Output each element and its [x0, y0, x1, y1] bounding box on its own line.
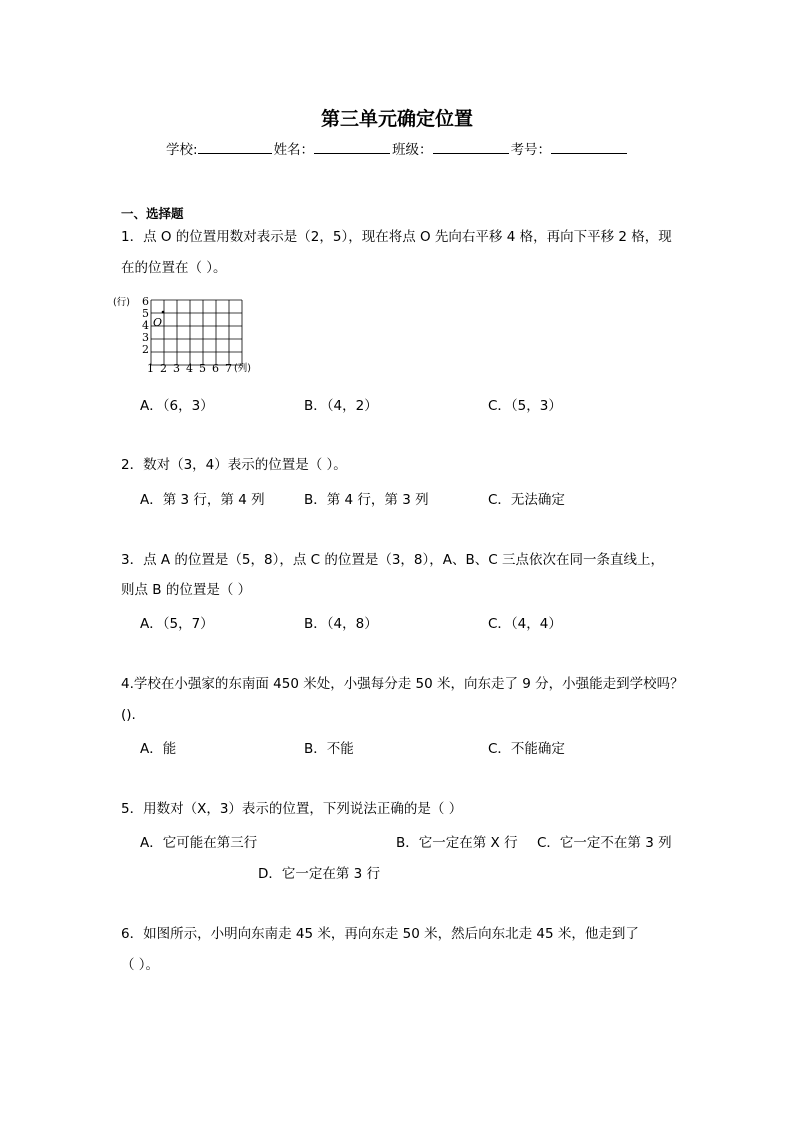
question-6-line-2: （ ）。 — [121, 957, 160, 973]
col-label-7: 7 — [225, 362, 232, 375]
col-label-3: 3 — [173, 362, 180, 375]
q1-option-b[interactable]: B．（4，2） — [304, 398, 378, 414]
q5-option-b[interactable]: B．它一定在第 X 行 — [396, 835, 518, 851]
name-label: 姓名： — [273, 142, 315, 158]
q5-option-a[interactable]: A．它可能在第三行 — [140, 835, 258, 851]
question-4-line-2: (). — [121, 707, 136, 723]
q3-option-b[interactable]: B．（4，8） — [304, 616, 378, 632]
section-title: 一、选择题 — [121, 206, 184, 221]
row-label-6: 6 — [142, 295, 149, 308]
col-axis-label: (列) — [234, 363, 251, 374]
col-label-5: 5 — [199, 362, 206, 375]
row-label-5: 5 — [142, 307, 149, 320]
col-label-2: 2 — [160, 362, 167, 375]
question-1-line-1: 1．点 O 的位置用数对表示是（2，5），现在将点 O 先向右平移 4 格，再向下平移 2 格，现 — [121, 229, 672, 245]
coordinate-grid-figure — [113, 294, 263, 378]
question-4-line-1: 4.学校在小强家的东南面 450 米处，小强每分走 50 米，向东走了 9 分，小强能走到学校吗？ — [121, 676, 684, 692]
point-o-dot — [162, 311, 165, 314]
class-blank[interactable] — [433, 139, 509, 154]
q1-option-a[interactable]: A．（6，3） — [140, 398, 214, 414]
exam-no-blank[interactable] — [551, 139, 627, 154]
student-info-line — [166, 138, 629, 158]
exam-no-label: 考号： — [510, 142, 552, 158]
row-label-4: 4 — [142, 319, 149, 332]
row-axis-label: (行) — [113, 297, 130, 308]
question-3-line-1: 3．点 A 的位置是（5，8），点 C 的位置是（3，8），A、B、C 三点依次在同一条直线上， — [121, 552, 664, 568]
school-label: 学校: — [166, 142, 198, 158]
question-3-line-2: 则点 B 的位置是（ ） — [121, 582, 252, 598]
question-6-line-1: 6．如图所示，小明向东南走 45 米，再向东走 50 米，然后向东北走 45 米，他走到了 — [121, 926, 639, 942]
q4-option-b[interactable]: B．不能 — [304, 741, 354, 757]
question-1-line-2: 在的位置在（ ）。 — [121, 260, 227, 276]
q4-option-a[interactable]: A．能 — [140, 741, 177, 757]
row-label-3: 3 — [142, 331, 149, 344]
q5-option-c[interactable]: C．它一定不在第 3 列 — [537, 835, 672, 851]
school-blank[interactable] — [198, 139, 272, 154]
q2-option-a[interactable]: A．第 3 行，第 4 列 — [140, 492, 265, 508]
q2-option-c[interactable]: C．无法确定 — [488, 492, 565, 508]
q3-option-c[interactable]: C．（4，4） — [488, 616, 562, 632]
q4-option-c[interactable]: C．不能确定 — [488, 741, 565, 757]
page-title: 第三单元确定位置 — [320, 108, 473, 130]
col-label-1: 1 — [147, 362, 154, 375]
q1-option-c[interactable]: C．（5，3） — [488, 398, 562, 414]
q3-option-a[interactable]: A．（5，7） — [140, 616, 214, 632]
grid-svg — [113, 294, 263, 378]
class-label: 班级： — [392, 142, 433, 158]
row-label-2: 2 — [142, 343, 149, 356]
col-label-6: 6 — [212, 362, 219, 375]
col-label-4: 4 — [186, 362, 193, 375]
q2-option-b[interactable]: B．第 4 行，第 3 列 — [304, 492, 429, 508]
q5-option-d[interactable]: D．它一定在第 3 行 — [258, 866, 381, 882]
question-2-line-1: 2．数对（3，4）表示的位置是（ ）。 — [121, 457, 347, 473]
name-blank[interactable] — [314, 139, 390, 154]
question-5-line-1: 5．用数对（X，3）表示的位置，下列说法正确的是（ ） — [121, 801, 463, 817]
point-o-label: O — [153, 316, 163, 329]
